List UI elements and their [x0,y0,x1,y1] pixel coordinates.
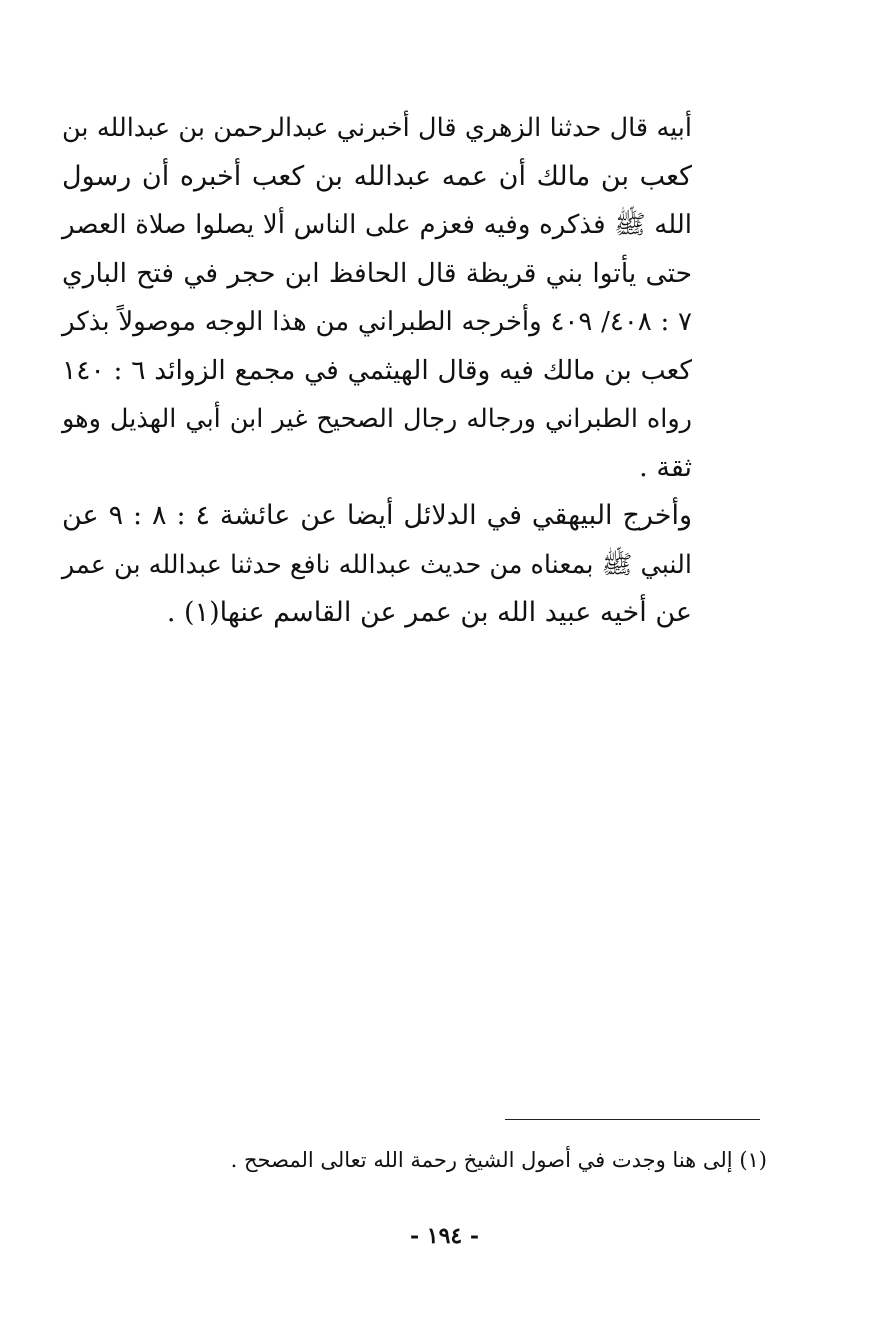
text-line-11: عن أخيه عبيد الله بن عمر عن القاسم عنها(١) . [166,597,692,628]
text-line-9: وأخرج البيهقي في الدلائل أيضا عن عائشة ٤ : ٨ : ٩ عن [62,500,693,531]
text-line-4: حتى يأتوا بني قريظة قال الحافظ ابن حجر في فتح الباري [62,257,692,289]
main-text-block [62,104,692,638]
footnote: (١) إلى هنا وجدت في أصول الشيخ رحمة الله تعالى المصحح . [230,1148,767,1172]
text-line-3: الله ﷺ فذكره وفيه فعزم على الناس ألا يصلوا صلاة العصر [62,210,692,240]
text-line-7: رواه الطبراني ورجاله رجال الصحيح غير ابن أبي الهذيل وهو [62,404,692,434]
page-number: - ١٩٤ - [409,1223,480,1249]
text-line-10: النبي ﷺ بمعناه من حديث عبدالله نافع حدثنا عبدالله بن عمر [61,549,692,580]
footnote-separator [505,1119,760,1120]
text-line-8: ثقة . [639,451,692,483]
text-line-2: كعب بن مالك أن عمه عبدالله بن كعب أخبره أن رسول [62,160,692,192]
text-line-1: أبيه قال حدثنا الزهري قال أخبرني عبدالرحمن بن عبدالله بن [62,113,692,143]
text-line-6: كعب بن مالك فيه وقال الهيثمي في مجمع الزوائد ٦ : ١٤٠ [62,354,692,386]
text-line-5: ٧ : ٤٠٨/ ٤٠٩ وأخرجه الطبراني من هذا الوجه موصولاً بذكر [62,307,692,337]
